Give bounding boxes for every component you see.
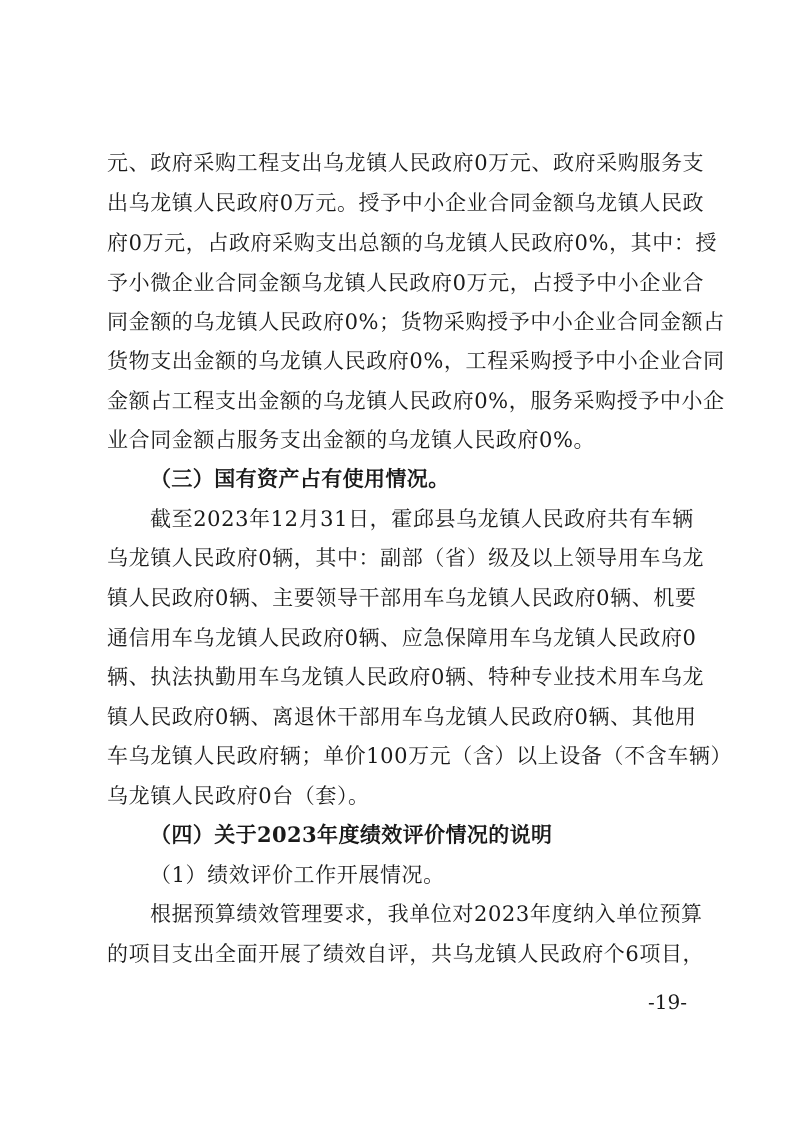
body-text-line: 辆、执法执勤用车乌龙镇人民政府0辆、特种专业技术用车乌龙 xyxy=(107,665,705,689)
body-text-line: 府0万元，占政府采购支出总额的乌龙镇人民政府0%，其中：授 xyxy=(107,231,718,255)
body-text-line: 货物支出金额的乌龙镇人民政府0%，工程采购授予中小企业合同 xyxy=(107,349,725,373)
body-text-line: 的项目支出全面开展了绩效自评，共乌龙镇人民政府个6项目， xyxy=(107,942,705,966)
body-text-line: 出乌龙镇人民政府0万元。授予中小企业合同金额乌龙镇人民政 xyxy=(107,191,705,215)
body-text-line: 金额占工程支出金额的乌龙镇人民政府0%，服务采购授予中小企 xyxy=(107,389,725,413)
body-text-line: 车乌龙镇人民政府辆；单价100万元（含）以上设备（不含车辆） xyxy=(107,744,733,768)
section-heading: （三）国有资产占有使用情况。 xyxy=(150,466,450,491)
body-text-line: 根据预算绩效管理要求，我单位对2023年度纳入单位预算 xyxy=(150,902,703,926)
body-text-line: 镇人民政府0辆、离退休干部用车乌龙镇人民政府0辆、其他用 xyxy=(107,705,697,729)
body-text-line: 通信用车乌龙镇人民政府0辆、应急保障用车乌龙镇人民政府0 xyxy=(107,626,697,650)
body-text-line: 截至2023年12月31日，霍邱县乌龙镇人民政府共有车辆 xyxy=(150,507,694,531)
body-text-line: 镇人民政府0辆、主要领导干部用车乌龙镇人民政府0辆、机要 xyxy=(107,586,697,610)
body-text-line: 同金额的乌龙镇人民政府0%；货物采购授予中小企业合同金额占 xyxy=(107,310,725,334)
body-text-line: 乌龙镇人民政府0辆，其中：副部（省）级及以上领导用车乌龙 xyxy=(107,546,705,570)
section-heading: （四）关于2023年度绩效评价情况的说明 xyxy=(150,822,553,847)
subsection-heading: （1）绩效评价工作开展情况。 xyxy=(150,863,445,887)
body-text-line: 予小微企业合同金额乌龙镇人民政府0万元，占授予中小企业合 xyxy=(107,271,705,295)
body-text-line: 元、政府采购工程支出乌龙镇人民政府0万元、政府采购服务支 xyxy=(107,151,705,175)
body-text-line: 乌龙镇人民政府0台（套）。 xyxy=(107,784,370,808)
page-number: -19- xyxy=(648,990,687,1014)
body-text-line: 业合同金额占服务支出金额的乌龙镇人民政府0%。 xyxy=(107,428,596,452)
